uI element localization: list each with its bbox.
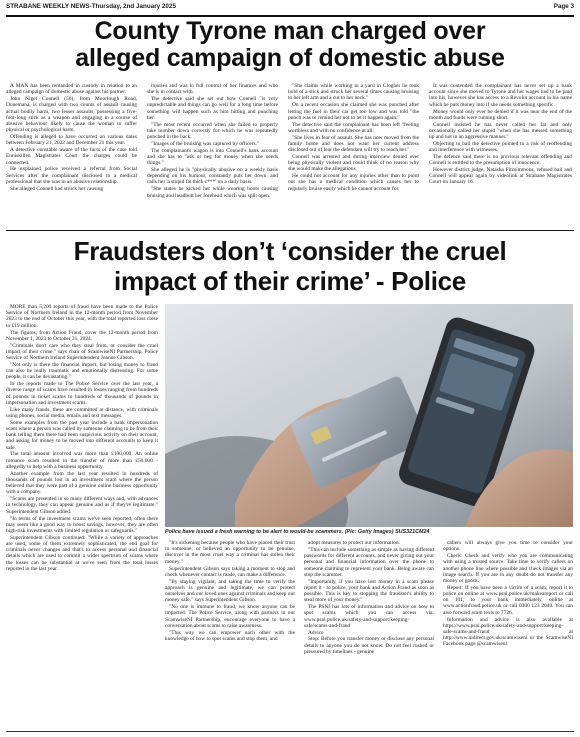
paragraph: MORE than 5,200 reports of fraud have been made to the Police Service of Northern Ireland in the 12-month period from November 2023 to the end of October this year, with the total reported loss close to £19 million. <box>6 304 158 329</box>
paragraph: The defence said there is no previous relevant offending and Connell is entitled to the presumption of innocence. <box>429 153 572 167</box>
paragraph: Like many frauds, these are committed at distance, with criminals using phones, social media, emails and text messages. <box>6 406 158 419</box>
paragraph: Superintendent Gibson says taking a moment to stop and check whenever contact is made, can make a difference. <box>165 565 295 578</box>
masthead-title: STRABANE WEEKLY NEWS-Thursday, 2nd January 2025 <box>6 3 176 10</box>
paragraph: Superintendent Gibson continued: "While a variety of approaches are used, some of them extremely sophisticated, the end goal for criminals never changes and that's to access personal and financial details which are used to commit a wider spectrum of scams where the losses can be substantial at we've seen from the total losses reported in the last year. <box>6 534 158 572</box>
story2-headline <box>6 236 574 296</box>
story2-bottom-column-3 <box>443 540 573 729</box>
paragraph: injuries and was in full control of her finances and who she is in contact with. <box>147 83 278 96</box>
paragraph: adopt measures to protect our information. <box>308 540 400 546</box>
phone-card-photo <box>165 304 573 527</box>
photo-illustration <box>165 304 573 527</box>
paragraph: A MAN has been remanded in custody in relation to an alleged campaign of domestic abuse against his partner. <box>6 83 137 96</box>
masthead-bar <box>6 3 574 17</box>
story2-headline-line1: Fraudsters don’t ‘consider the cruel <box>73 236 507 266</box>
story1-headline <box>6 18 574 72</box>
paragraph: "This can include something as simple as having different passwords for different accounts, and never giving out your personal and financial information over the phone to someone claiming to represent your bank. Being aware can stop the scammer. <box>304 546 434 578</box>
paragraph: She alleged Connell had struck her causing <box>10 185 104 192</box>
paragraph: "Scams are presented in so many different ways and, with advances in technology, they can appear genuine and as if they're legitimate," Superintendent Gibson added. <box>6 496 158 515</box>
paragraph: "By staying vigilant, and taking the time to verify the approach is genuine and legitimate, we can protect ourselves and our loved ones against criminals and keep our money safe," says Superintendent Gibson. <box>165 578 295 604</box>
story1-headline-line1: County Tyrone man charged over <box>94 17 486 45</box>
paragraph: Some examples from the past year include a bank impersonation scam where a person was called by someone claiming to be from their bank telling them there had been suspicious activity on their account, and asking for money to be moved into different accounts to keep it safe. <box>6 419 158 451</box>
paragraph: The detective said the complainant has been left "feeling worthless and with no confidence at all. <box>288 121 419 134</box>
paragraph: Connell was arrested and during interview denied ever being physically violent and could think of no reason why she would make the allegations. <box>288 153 419 173</box>
story2-left-column <box>6 304 158 729</box>
page-number: Page 3 <box>553 3 574 10</box>
paragraph: The figures, from Action Fraud, cover the 12-month period from November 1, 2023 to October 31, 2024. <box>6 329 158 342</box>
story2-bottom-column-2 <box>304 540 434 729</box>
paragraph: However district judge, Natasha Fitzsimmons, refused bail and Connell will appear again by videolink at Strabane Magistrates Court on January 16. <box>429 167 572 186</box>
paragraph: Objecting to bail the detective pointed to a risk of reoffending and interference with witnesses. <box>429 140 572 154</box>
paragraph: Offending is alleged to have occurred on various dates between February 21, 2022 and December 21 this year. <box>6 134 137 147</box>
paragraph: "Images of the bruising was captured by officers." <box>151 140 260 147</box>
story2-headline-line2: impact of their crime’ - Police <box>114 266 466 296</box>
story1-column-1 <box>6 83 137 226</box>
paragraph: callers will always give you time to consider your options. <box>443 540 573 553</box>
paragraph: "She claims while working in a yard in Clogher he took hold of a stick and struck her several times causing bruising to her left arm and a cut to her neck." <box>288 83 419 102</box>
paragraph: "She lives in fear of assault. She has now moved from the family home and does not want her current address disclosed out of fear the defendant will try to reach her." <box>288 134 419 154</box>
paragraph: The complainant's wagon is into Connell's bank account and she has to "ask or beg for money when she needs things." <box>147 147 278 167</box>
paragraph: Advice <box>308 629 324 636</box>
paragraph: The detective said she set out how Connell "is very unpredictable and things can go well for a long time before something will happen such as him hitting and punching her. <box>147 96 278 121</box>
paragraph: "Criminals don't care who they steal from, or consider the cruel impact of their crime," says chair of ScamwiseNI Partnership, Police Service of Northern Ireland Superintendent Joanne Gibson. <box>6 342 158 361</box>
paragraph: Report: If you have been a victim of a scam, report it to police on online at www.psni.police.uk/makeareport or call on 101, to your bank immediately, online at www.actionfraud.police.uk or call 0300 123 2040. You can also forward scam texts to 7726. <box>443 584 573 616</box>
paragraph: "No one is immune to fraud, we know anyone can be impacted. The Police Service, along with partners in our ScamwiseNI Partnership, encourage everyone to have a conversation about scams to raise awareness. <box>165 604 295 629</box>
story1-headline-line2: alleged campaign of domestic abuse <box>75 44 505 72</box>
paragraph: On a recent occasion she claimed she was punched after letting the fuel in their car get too low and was told "the punch was to remind her not to let it happen again." <box>288 102 419 121</box>
story1-column-3 <box>288 83 419 226</box>
paragraph: It was contended the complainant has never set up a bank account since she moved to Tyrone and her wages had to be paid into his, however she has access to a Revolut account in his name which he puts money into if she needs something specific. <box>429 83 572 108</box>
paragraph: Money would only ever be denied if it was near the end of the month and funds were running short. <box>429 108 572 121</box>
paragraph: In the reports made to The Police Service over the last year, a diverse range of scams have resulted in losses ranging from hundreds of pounds in ticket scams to hundreds of thousands of pounds in impersonation and investment scams. <box>6 381 158 406</box>
section-divider <box>6 230 574 231</box>
photo-caption: Police have issued a fresh warning to be alert to would-be scammers. (Pic: Getty Images) SUS321CM24 <box>165 529 430 535</box>
paragraph: John Nigel Connell (50), from Moorlough Road, Donemana, is charged with two counts of assault causing actual bodily harm, two lesser assaults, possessing a five-foot-long stick as a weapon and engaging in a course of abusive behaviour likely to cause the woman to suffer physical or psychological harm. <box>6 96 137 134</box>
paragraph: "The most recent occurred when she failed to properly take number down correctly for which he was repeatedly punched in the back. <box>147 121 278 140</box>
paragraph: "This way we can empower each other with the knowledge of how to spot scams and stop them, and <box>165 629 295 642</box>
bottom-rule <box>6 731 574 732</box>
paragraph: Check: Check and verify who you are communicating with using a trusted source. Take time to verify callers on another phone line where possible and check images via an image search. If you are in any doubt do not transfer any money or goods. <box>443 553 573 584</box>
paragraph: "Importantly, if you have lost money in a scam please report it - to police, your bank and Action Fraud as soon as possible. This is key to stopping the fraudster's ability to steal more of your money." <box>304 578 434 604</box>
paragraph: "She states he kicked her while wearing boots causing bruising and headbutt her forehead which was split open. <box>147 186 278 199</box>
story1-column-2 <box>147 83 278 226</box>
paragraph: "Not only is there the financial impact, but losing money to fraud can also be really traumatic and emotionally distressing. For some people, it can be devastating." <box>6 361 158 381</box>
paragraph: Information and advice is also available at https://www.psni.police.uk/safety-and-support/keeping-safe-scams-and-fraud at http://www.nidirect.gov.uk/scamwiseni or the ScamwiseNI Facebook page @scamwiseni <box>443 616 573 648</box>
paragraph: He could not account for any injuries other than to point out she has a medical condition which causes her to regularly bruise easily which he cannot account for. <box>288 173 419 192</box>
story1-column-4 <box>429 83 572 226</box>
paragraph: A detective constable aware of the facts of the case told Enniskillen Magistrates Court the charges could be connected. <box>6 147 137 166</box>
paragraph: Stop: Before you transfer money or disclose any personal details to anyone you do not know. Do not feel rushed or pressured by timelines - genuine <box>304 636 434 655</box>
paragraph: Connell insisted he has never called her fat and only occasionally called her stupid "when she has messed something up and not in an aggressive manner." <box>429 121 572 140</box>
paragraph: "It's sickening because people who have placed their trust in someone, or believed an opportunity to be genuine, discover in the most cruel way a criminal has stolen their money." <box>165 540 295 565</box>
paragraph: The total amount involved was more than £100,000. An online romance scam resulted in the transfer of more than £50,000 - allegedly to help with a business opportunity. <box>6 451 158 470</box>
story2-bottom-column-1 <box>165 540 295 729</box>
paragraph: He explained police received a referral from Social Services after the complainant disclosed to a medical professional that she was in an abusive relationship. <box>6 166 137 185</box>
paragraph: The PSNI has lots of information and advice on how to spot scams which you can access via: www.psni.police.uk/safety-and-support/keeping-safe/scams-and-fraud <box>304 604 434 629</box>
paragraph: "In terms of the investment scams we've seen reported, often there may seem like a good way to boost savings, however, they are often high-risk investments with limited regulation or safeguards." <box>6 515 158 534</box>
paragraph: She alleged he is "physically abusive on a weekly basis depending on his humour, constantly puts her down, and calls her 'a stupid fat thick c***' on a daily basis. <box>147 167 278 186</box>
paragraph: Another example from the last year resulted in hundreds of thousands of pounds lost in an investment scam where the person believed that they were part of a genuine online business opportunity with a company. <box>6 470 158 496</box>
